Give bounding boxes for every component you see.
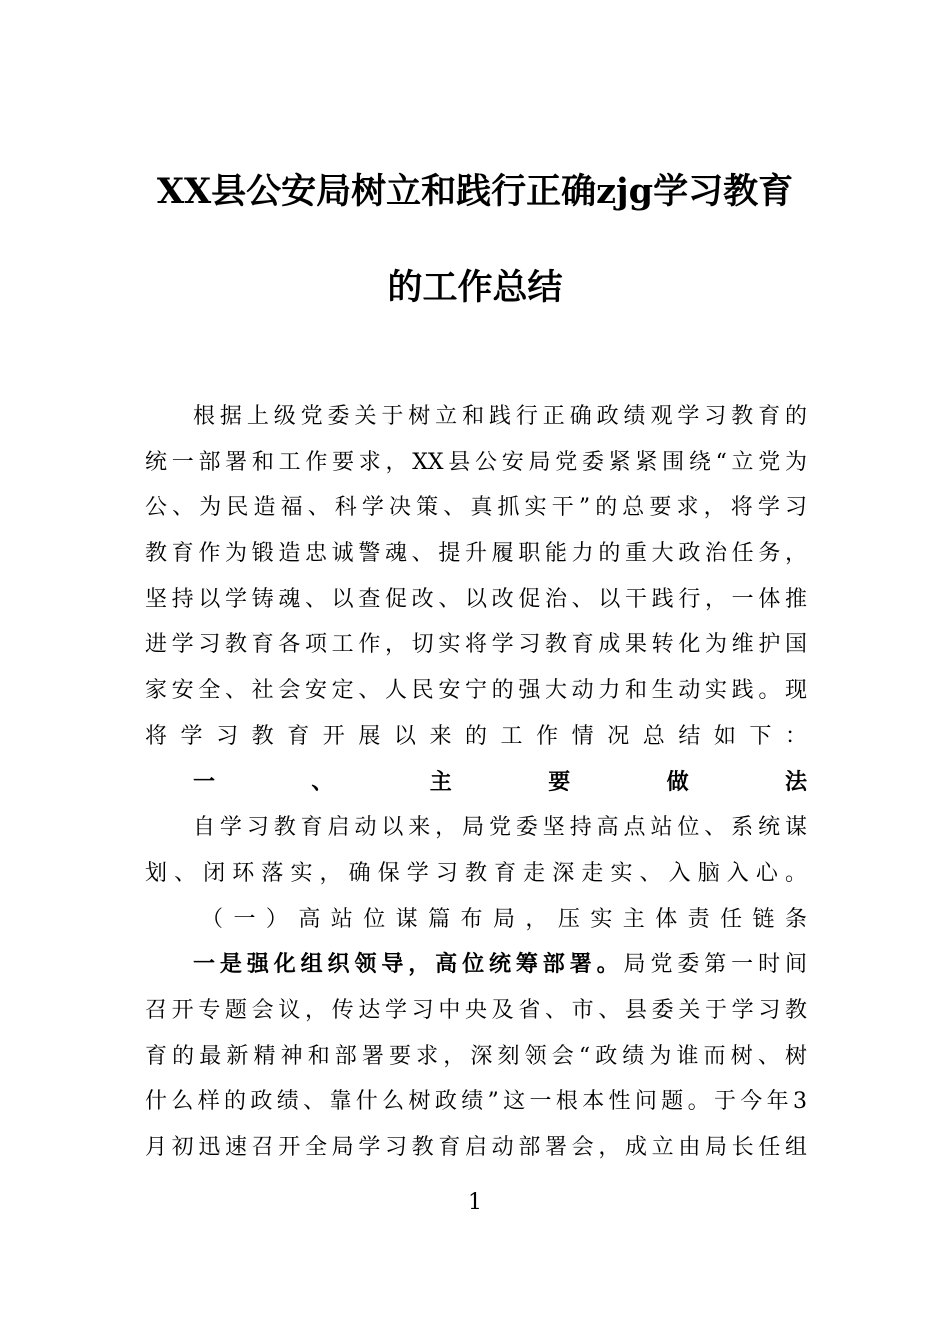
text-line: 召开专题会议，传达学习中央及省、市、县委关于学习教 [145,997,807,1023]
text-line: 什么样的政绩、靠什么树政绩”这一根本性问题。于今年3 [145,1089,807,1115]
text-line: 月初迅速召开全局学习教育启动部署会，成立由局长任组 [145,1135,807,1160]
text-line: 自学习教育启动以来，局党委坚持高点站位、系统谋 [193,815,807,841]
point-paragraph [145,942,807,1170]
text-line: 划、闭环落实，确保学习教育走深走实、入脑入心。 [145,860,807,886]
text-line: 进学习教育各项工作，切实将学习教育成果转化为维护国 [145,632,807,658]
intro-paragraph [145,394,807,760]
section-paragraph [145,805,807,896]
text-line: 育的最新精神和部署要求，深刻领会“政绩为谁而树、树 [145,1043,807,1069]
text-line: 家安全、社会安定、人民安宁的强大动力和生动实践。现 [145,678,807,704]
section-heading: 一、主要做法 [193,769,807,795]
document-body [145,394,807,1171]
text-line: 统一部署和工作要求，XX县公安局党委紧紧围绕“立党为 [145,449,807,475]
document-title-line-1: XX县公安局树立和践行正确zjg学习教育 [156,171,794,212]
text-line: 将学习教育开展以来的工作情况总结如下： [145,723,807,749]
point-lead: 一是强化组织领导，高位统筹部署。 [193,951,624,978]
subsection-heading: （一）高站位谋篇布局，压实主体责任链条 [201,906,807,932]
text-line: 教育作为锻造忠诚警魂、提升履职能力的重大政治任务， [145,541,807,567]
text-line: 坚持以学铸魂、以查促改、以改促治、以干践行，一体推 [145,586,807,612]
page-number: 1 [468,1190,482,1215]
text-line: 公、为民造福、科学决策、真抓实干”的总要求，将学习 [145,495,807,521]
text-line: 根据上级党委关于树立和践行正确政绩观学习教育的 [193,404,807,429]
text-line [145,942,807,988]
point-text: 局党委第一时间 [623,952,807,978]
document-title-line-2: 的工作总结 [387,267,563,308]
